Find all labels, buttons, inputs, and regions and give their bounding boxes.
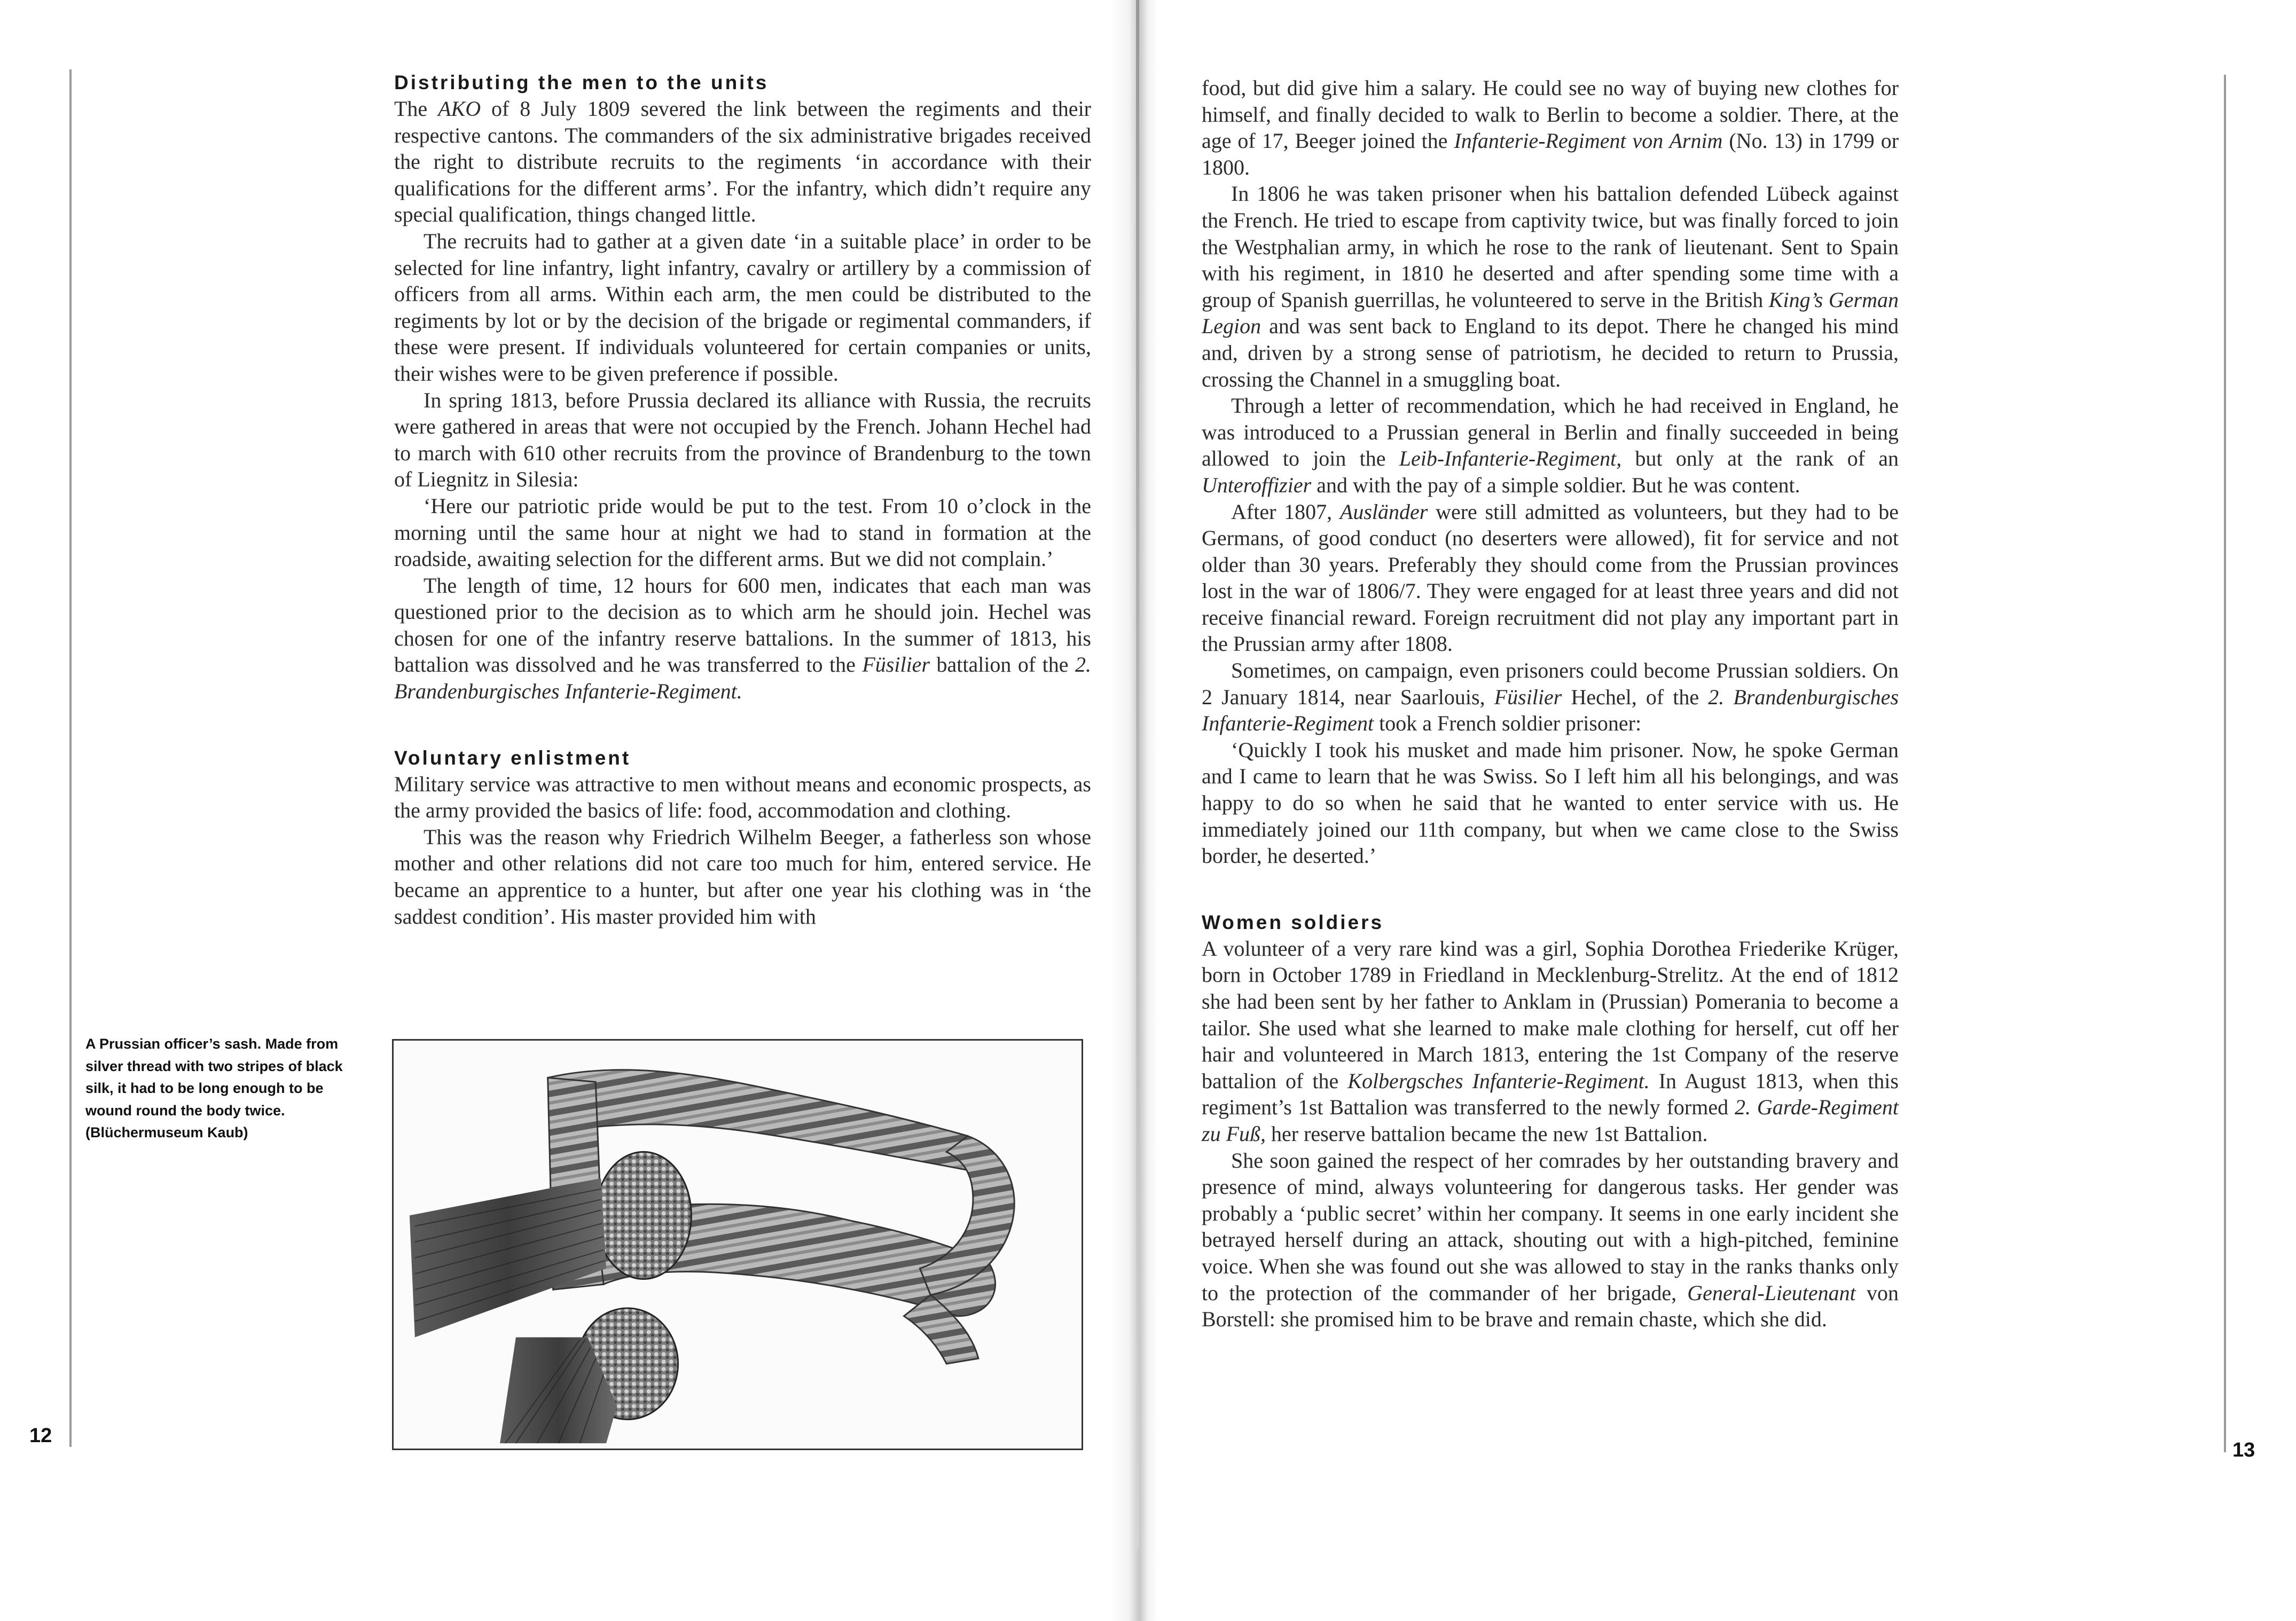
italic-term: Unteroffizier [1202,473,1312,497]
section-heading-women: Women soldiers [1202,911,1384,933]
italic-term: 2. Garde-Regiment zu Fuß, [1202,1095,1899,1146]
italic-term: Füsilier [1494,684,1562,709]
quotation: ‘Quickly I took his musket and made him prisoner. Now, he spoke German and I came to learn that he was Swiss. So I left him all his belongings, and was happy to do so when he said that he wanted to enter service with us. He immediately joined our 11th company, but when we came close to the Swiss border, he deserted.’ [1202,737,1899,868]
text: Hechel, of the [1562,684,1709,709]
section-heading-voluntary: Voluntary enlistment [394,746,631,769]
page-number-left: 12 [29,1425,52,1447]
left-margin-rule [69,69,72,1447]
text: food, but did give him a salary. He could see no way of buying new clothes for himself, and finally decided to walk to Berlin to become a soldier. There, at the age of 17, Beeger joined the [1202,76,1899,153]
text: The length of time, 12 hours for 600 men, indicates that each man was questioned prior to the decision as to which arm he should join. Hechel was chosen for one of the infantry reserve battalions. In the summer of 1813, his battalion was dissolved and he was transferred to the [394,573,1091,677]
italic-term: Kolbergsches Infanterie-Regiment. [1347,1068,1650,1093]
text: were still admitted as volunteers, but they had to be Germans, of good conduct (no deserters were allowed), fit for service and not older than 30 years. Preferably they should come from the Prussian provinces lost in the war of 1806/7. They were engaged for at least three years and did not receive financial reward. Foreign recruitment did not play any important part in the Prussian army after 1808. [1202,499,1899,656]
paragraph [1202,75,1899,180]
text: took a French soldier prisoner: [1374,711,1642,736]
paragraph: The recruits had to gather at a given date ‘in a suitable place’ in order to be selected for line infantry, light infantry, cavalry or artillery by a commission of officers from all arms. Within each arm, the men could be distributed to the regiments by lot or by the decision of the brigade or regimental commanders, if these were present. If individuals volunteered for certain companies or units, their wishes were to be given preference if possible. [394,229,1091,385]
italic-term: King’s German Legion [1202,287,1899,339]
italic-term: Leib-Infanterie-Regiment, [1399,446,1622,471]
sash-photograph [392,1039,1083,1450]
text: Through a letter of recommendation, which he had received in England, he was introduced to a Prussian general in Berlin and finally succeeded in being allowed to join the [1202,394,1899,471]
text: and was sent back to England to its depot. There he changed his mind and, driven by a strong sense of patriotism, he decided to return to Prussia, crossing the Channel in a smuggling boat. [1202,314,1899,391]
paragraph [1202,1147,1899,1333]
page-number-right: 13 [2232,1439,2255,1461]
italic-term: AKO [438,97,481,121]
quotation: ‘Here our patriotic pride would be put to the test. From 10 o’clock in the morning until the same hour at night we had to stand in formation at the roadside, awaiting selection for the different arms. But we did not complain.’ [394,493,1091,571]
paragraph [1202,935,1899,1147]
text: her reserve battalion became the new 1st Battalion. [1266,1121,1708,1146]
right-page-column [1202,75,1899,1333]
text: (No. 13) in 1799 or 1800. [1202,129,1899,179]
text: Sometimes, on campaign, even prisoners could become Prussian soldiers. On 2 January 1814, near Saarlouis, [1202,658,1899,709]
text: of 8 July 1809 severed the link between the regiments and their respective cantons. The commanders of the six administrative brigades received the right to distribute recruits to the regiments ‘in accordance with their qualifications for the different arms’. For the infantry, which didn’t require any special qualification, things changed little. [394,97,1091,227]
text: In 1806 he was taken prisoner when his battalion defended Lübeck against the French. He tried to escape from captivity twice, but was finally forced to join the Westphalian army, in which he rose to the rank of lieutenant. Sent to Spain with his regiment, in 1810 he deserted and after spending some time with a group of Spanish guerrillas, he volunteered to serve in the British [1202,182,1899,312]
text: The [394,97,438,121]
italic-term: Füsilier [862,652,930,677]
italic-term: General-Lieutenant [1687,1280,1856,1305]
paragraph [394,572,1091,705]
left-page-column [394,69,1091,930]
paragraph [1202,499,1899,658]
text: A volunteer of a very rare kind was a girl, Sophia Dorothea Friederike Krüger, born in October 1789 in Friedland in Mecklenburg-Strelitz. At the end of 1812 she had been sent by her father to Anklam in (Prussian) Pomerania to become a tailor. She used what she learned to make male clothing for herself, cut off her hair and volunteered in March 1813, entering the 1st Company of the reserve battalion of the [1202,936,1899,1093]
paragraph [1202,180,1899,392]
paragraph [394,96,1091,228]
text: but only at the rank of an [1621,446,1899,471]
italic-term: Infanterie-Regiment von Arnim [1454,129,1723,153]
gutter-shadow [1110,0,1158,1621]
italic-term: 2. Brandenburgisches Infanterie-Regiment [1202,684,1899,736]
paragraph: In spring 1813, before Prussia declared its alliance with Russia, the recruits were gathered in areas that were not occupied by the French. Johann Hechel had to march with 610 other recruits from the province of Brandenburg to the town of Liegnitz in Silesia: [394,388,1091,492]
text: battalion of the [930,652,1076,677]
gutter-fold [1136,0,1139,1548]
text: In August 1813, when this regiment’s 1st Battalion was transferred to the newly formed [1202,1068,1899,1120]
text: and with the pay of a simple soldier. But he was content. [1311,473,1800,497]
right-margin-rule [2224,75,2226,1452]
sash-illustration [394,1041,1082,1449]
italic-term: 2. Brandenburgisches Infanterie-Regiment. [394,652,1092,704]
figure-caption: A Prussian officer’s sash. Made from silver thread with two stripes of black silk, it had to be long enough to be wound round the body twice. (Blüchermuseum Kaub) [85,1036,343,1140]
paragraph: This was the reason why Friedrich Wilhelm Beeger, a fatherless son whose mother and other relations did not care too much for him, entered service. He became an apprentice to a hunter, but after one year his clothing was in ‘the saddest condition’. His master provided him with [394,824,1091,928]
text: von Borstell: she promised him to be brave and remain chaste, which she did. [1202,1280,1899,1332]
paragraph: Military service was attractive to men without means and economic prospects, as the army provided the basics of life: food, accommodation and clothing. [394,772,1091,823]
italic-term: Ausländer [1339,499,1428,524]
section-heading-distributing: Distributing the men to the units [394,72,769,93]
paragraph [1202,392,1899,498]
text: After 1807, [1231,499,1340,524]
text: She soon gained the respect of her comrades by her outstanding bravery and presence of mind, always volunteering for dangerous tasks. Her gender was probably a ‘public secret’ within her company. It seems in one early incident she betrayed herself during an attack, shouting out with a high-pitched, feminine voice. When she was found out she was allowed to stay in the ranks thanks only to the protection of the commander of her brigade, [1202,1148,1899,1305]
paragraph [1202,657,1899,737]
